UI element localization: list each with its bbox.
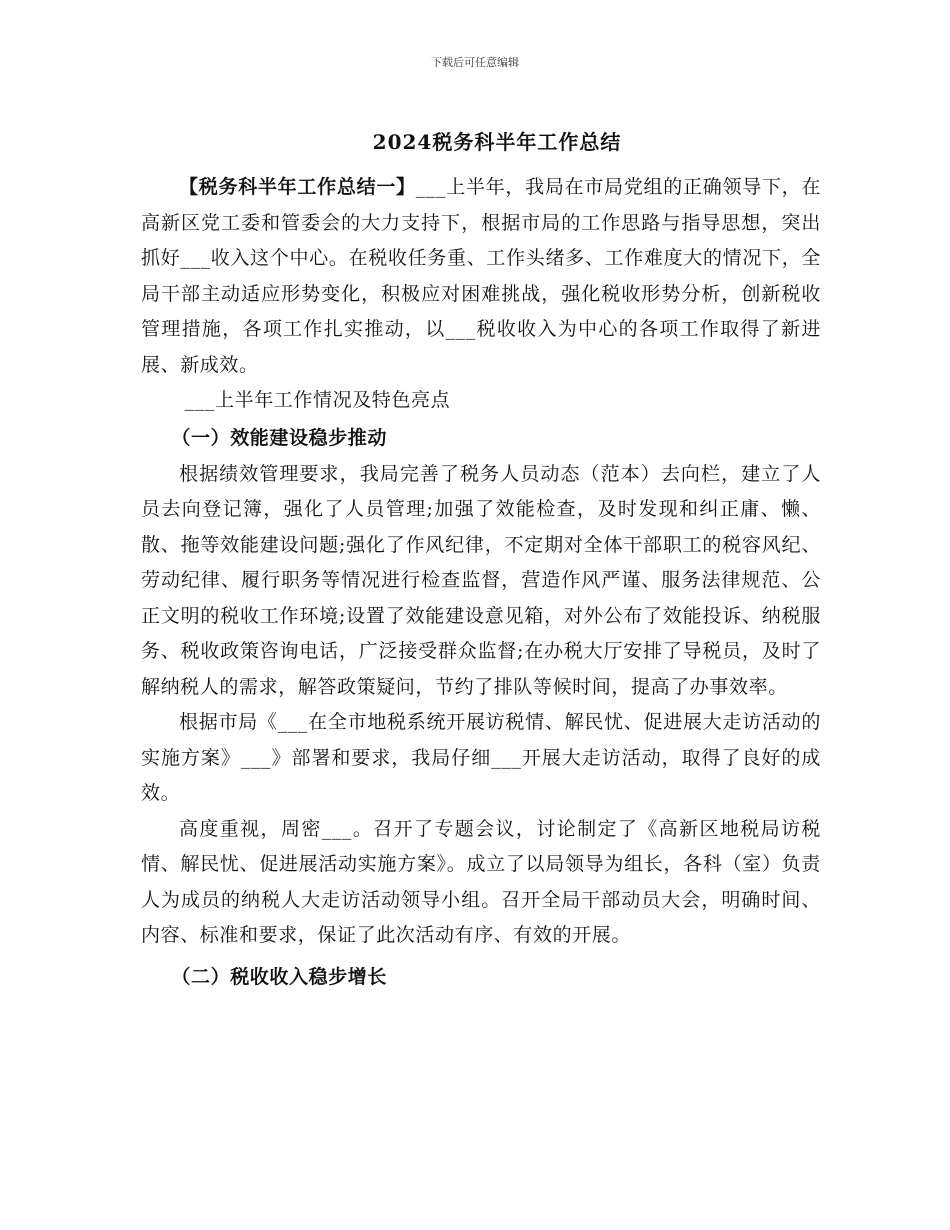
section-heading-revenue: （二）税收收入稳步增长 xyxy=(171,965,387,988)
document-title: 2024税务科半年工作总结 xyxy=(372,130,622,154)
paragraph-organization: 高度重视，周密___。召开了专题会议，讨论制定了《高新区地税局访税情、解民忧、促进展活动实施方案》。成立了以局领导为组长，各科（室）负责人为成员的纳税人大走访活动领导小组。召开全局干部动员大会，明确时间、内容、标准和要求，保证了此次活动有序、有效的开展。 xyxy=(141,817,821,946)
paragraph-efficiency: 根据绩效管理要求，我局完善了税务人员动态（范本）去向栏，建立了人员去向登记簿，强化了人员管理;加强了效能检查，及时发现和纠正庸、懒、散、拖等效能建设问题;强化了作风纪律，不定期对全体干部职工的税容风纪、劳动纪律、履行职务等情况进行检查监督，营造作风严谨、服务法律规范、公正文明的税收工作环境;设置了效能建设意见箱，对外公布了效能投诉、纳税服务、税收政策咨询电话，广泛接受群众监督;在办税大厅安排了导税员，及时了解纳税人的需求，解答政策疑问，节约了排队等候时间，提高了办事效率。 xyxy=(141,462,821,698)
subtitle-line: ___上半年工作情况及特色亮点 xyxy=(184,389,451,411)
intro-paragraph xyxy=(141,170,821,383)
document-body xyxy=(141,170,821,996)
header-note: 下载后可任意编辑 xyxy=(431,56,519,69)
paragraph-visit-plan: 根据市局《___在全市地税系统开展访税情、解民忧、促进展大走访活动的实施方案》___》部署和要求，我局仔细___开展大走访活动，取得了良好的成效。 xyxy=(141,711,821,804)
intro-tag: 【税务科半年工作总结一】 xyxy=(179,176,416,198)
section-heading-efficiency: （一）效能建设稳步推动 xyxy=(171,426,387,449)
intro-text: ___上半年，我局在市局党组的正确领导下，在高新区党工委和管委会的大力支持下，根据市局的工作思路与指导思想，突出抓好___收入这个中心。在税收任务重、工作头绪多、工作难度大的情况下，全局干部主动适应形势变化，积极应对困难挑战，强化税收形势分析，创新税收管理措施，各项工作扎实推动，以___税收收入为中心的各项工作取得了新进展、新成效。 xyxy=(141,176,822,376)
